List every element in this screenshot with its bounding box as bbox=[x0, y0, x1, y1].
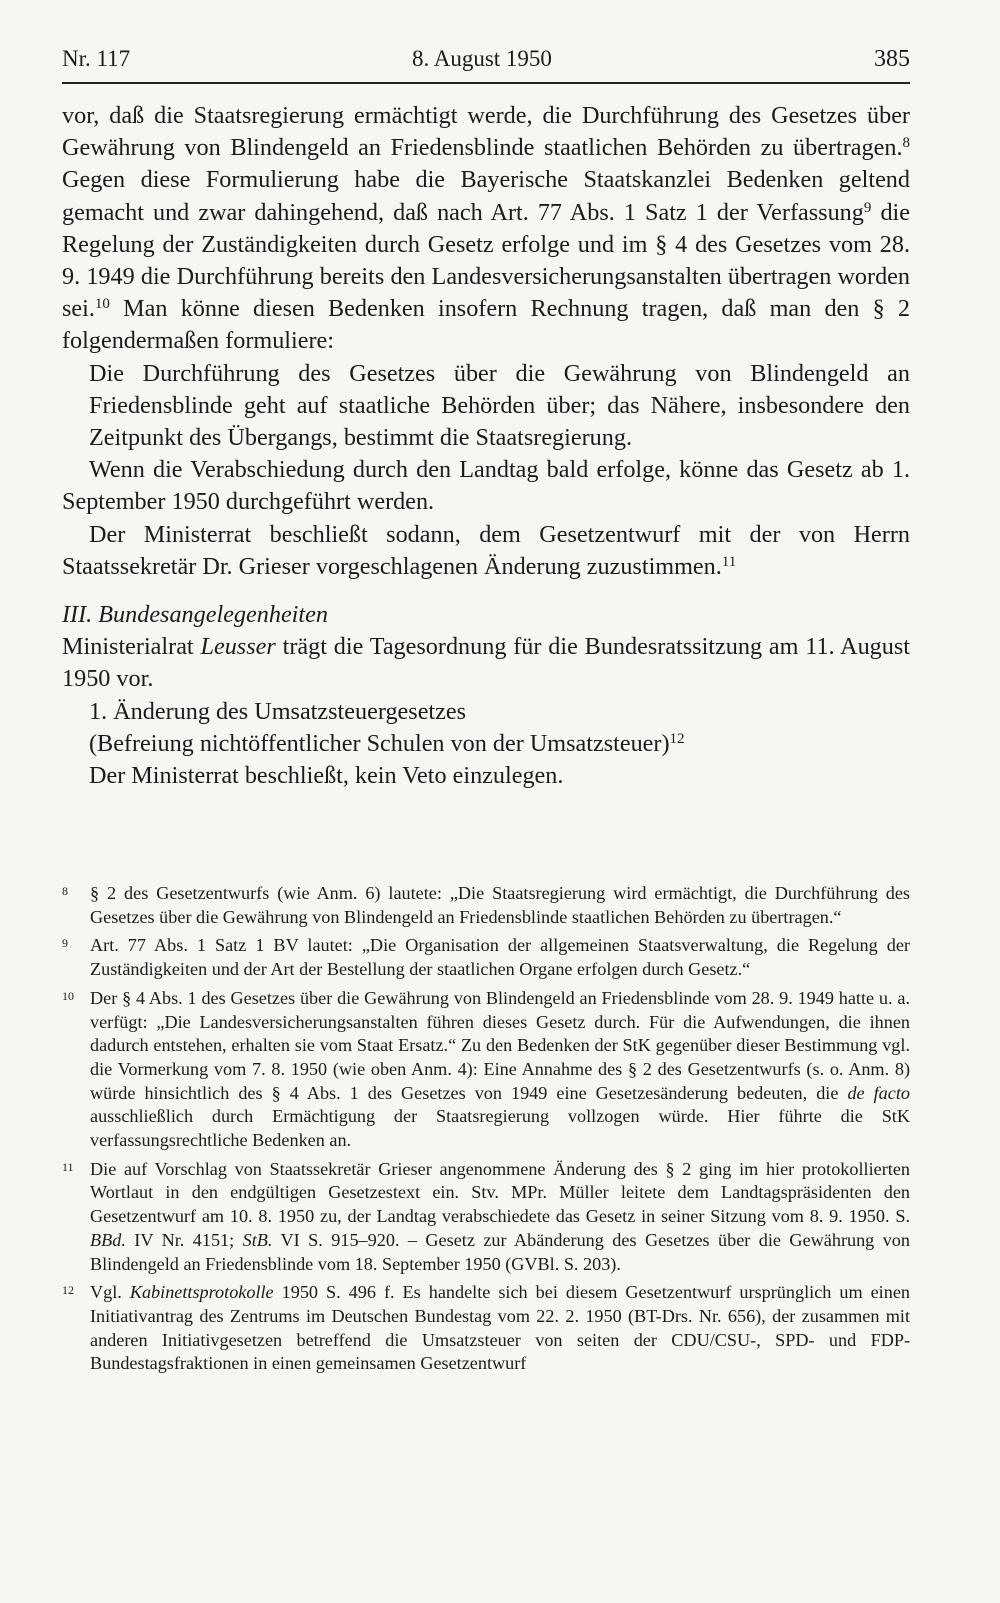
footnote-12: 12 Vgl. Kabinettsprotokolle 1950 S. 496 f. Es handelte sich bei diesem Gesetzentwurf ursprünglich um einen Initiativantrag des Zentrums im Deutschen Bundestag vom 22. 2. 1950 (BT-Drs. Nr. 656), der zusammen mit anderen Initiativgesetzen betreffend die Umsatzsteuer von seiten der CDU/CSU-, SPD- und FDP-Bundestagsfraktionen in einen gemeinsamen Gesetzentwurf bbox=[62, 1281, 910, 1376]
footnote-ref-10[interactable]: 10 bbox=[94, 295, 110, 312]
agenda-item-1-title: 1. Änderung des Umsatzsteuergesetzes bbox=[89, 697, 467, 725]
running-header bbox=[62, 42, 910, 84]
header-date: 8. August 1950 bbox=[412, 46, 552, 71]
paragraph-2: Wenn die Verabschiedung durch den Landtag bald erfolge, könne das Gesetz ab 1. September 1950 durchgeführt werden. bbox=[62, 456, 910, 516]
paragraph-4: Ministerialrat Leusser trägt die Tagesordnung für die Bundesratssitzung am 11. August 1950 vor. bbox=[62, 633, 911, 693]
footnote-number: 8 bbox=[62, 884, 68, 898]
footnote-ref-9[interactable]: 9 bbox=[863, 199, 872, 216]
footnote-number: 9 bbox=[62, 936, 68, 951]
footnotes bbox=[62, 882, 910, 1381]
section-title: III. Bundesangelegenheiten bbox=[62, 601, 328, 629]
agenda-item-1-decision: Der Ministerrat beschließt, kein Veto einzulegen. bbox=[89, 762, 564, 790]
page-number: 385 bbox=[874, 46, 910, 72]
proposed-wording-quote: Die Durchführung des Gesetzes über die Gewährung von Blindengeld an Friedensblinde geht auf staatliche Behörden über; das Nähere, insbesondere den Zeitpunkt des Übergangs, bestimmt die Staatsregierung. bbox=[89, 359, 910, 452]
person-name: Leusser bbox=[200, 633, 276, 661]
footnote-ref-8[interactable]: 8 bbox=[902, 134, 910, 151]
footnote-8: 8 § 2 des Gesetzentwurfs (wie Anm. 6) lautete: „Die Staatsregierung wird ermächtigt, die Durchführung des Gesetzes über die Gewährung von Blindengeld an Friedensblinde staatlichen Behörden zu übertragen.“ bbox=[62, 882, 910, 929]
footnote-9: 9 Art. 77 Abs. 1 Satz 1 BV lautet: „Die Organisation der allgemeinen Staatsverwaltung, die Regelung der Zuständigkeiten und der Art der Bestellung der staatlichen Organe erfolgen durch Gesetz.“ bbox=[62, 934, 910, 981]
footnote-ref-12[interactable]: 12 bbox=[669, 730, 685, 747]
footnote-11: 11 Die auf Vorschlag von Staatssekretär Grieser angenommene Änderung des § 2 ging im hier protokollierten Wortlaut in den endgültigen Gesetzestext ein. Stv. MPr. Müller leitete dem Landtagspräsidenten den Gesetzentwurf am 10. 8. 1950 zu, der Landtag verabschiedete das Gesetz in seiner Sitzung vom 8. 9. 1950. S. BBd. IV Nr. 4151; StB. VI S. 915–920. – Gesetz zur Abänderung des Gesetzes über die Gewährung von Blindengeld an Friedensblinde vom 18. September 1950 (GVBl. S. 203). bbox=[62, 1158, 910, 1277]
footnote-10: 10 Der § 4 Abs. 1 des Gesetzes über die Gewährung von Blindengeld an Friedensblinde vom 28. 9. 1949 hatte u. a. verfügt: „Die Landesversicherungsanstalten führen dieses Gesetz durch. Für die Aufwendungen, die ihnen dadurch entstehen, erhalten sie vom Staat Ersatz.“ Zu den Bedenken der StK gegenüber dieser Bestimmung vgl. die Vormerkung vom 7. 8. 1950 (wie oben Anm. 4): Eine Annahme des § 2 des Gesetzentwurfs (s. o. Anm. 8) würde hinsichtlich des § 4 Abs. 1 des Gesetzes von 1949 eine Gesetzesänderung bedeuten, die de facto ausschließlich durch Ermächtigung der Staatsregierung vollzogen würde. Hier führte die StK verfassungsrechtliche Bedenken an. bbox=[62, 987, 910, 1153]
agenda-item-1-subtitle: (Befreiung nichtöffentlicher Schulen von der Umsatzsteuer)$^{12}$ bbox=[89, 729, 685, 757]
paragraph-1: vor, daß die Staatsregierung ermächtigt werde, die Durchführung des Gesetzes über Gewährung von Blindengeld an Friedensblinde staatlichen Behörden zu übertragen.$^8$ Gegen diese Formulierung habe die Bayerische Staatskanzlei Bedenken geltend gemacht und zwar dahingehend, daß nach Art. 77 Abs. 1 Satz 1 der Verfassung$^9$ die Regelung der Zuständigkeiten durch Gesetz erfolge und im § 4 des Gesetzes vom 28. 9. 1949 die Durchführung bereits den Landesversicherungsanstalten übertragen worden sei.$^{10}$ Man könne diesen Bedenken insofern Rechnung tragen, daß man den § 2 folgendermaßen formuliere: bbox=[62, 102, 910, 355]
footnote-number: 11 bbox=[62, 1159, 74, 1174]
main-text bbox=[62, 100, 910, 792]
footnote-number: 12 bbox=[62, 1283, 74, 1298]
footnote-ref-11[interactable]: 11 bbox=[721, 553, 737, 570]
footnote-number: 10 bbox=[62, 988, 74, 1003]
paragraph-3: Der Ministerrat beschließt sodann, dem Gesetzentwurf mit der von Herrn Staatssekretär Dr. Grieser vorgeschlagenen Änderung zuzustimmen.$^{11}$ bbox=[62, 520, 910, 580]
document-number: Nr. 117 bbox=[62, 46, 131, 71]
